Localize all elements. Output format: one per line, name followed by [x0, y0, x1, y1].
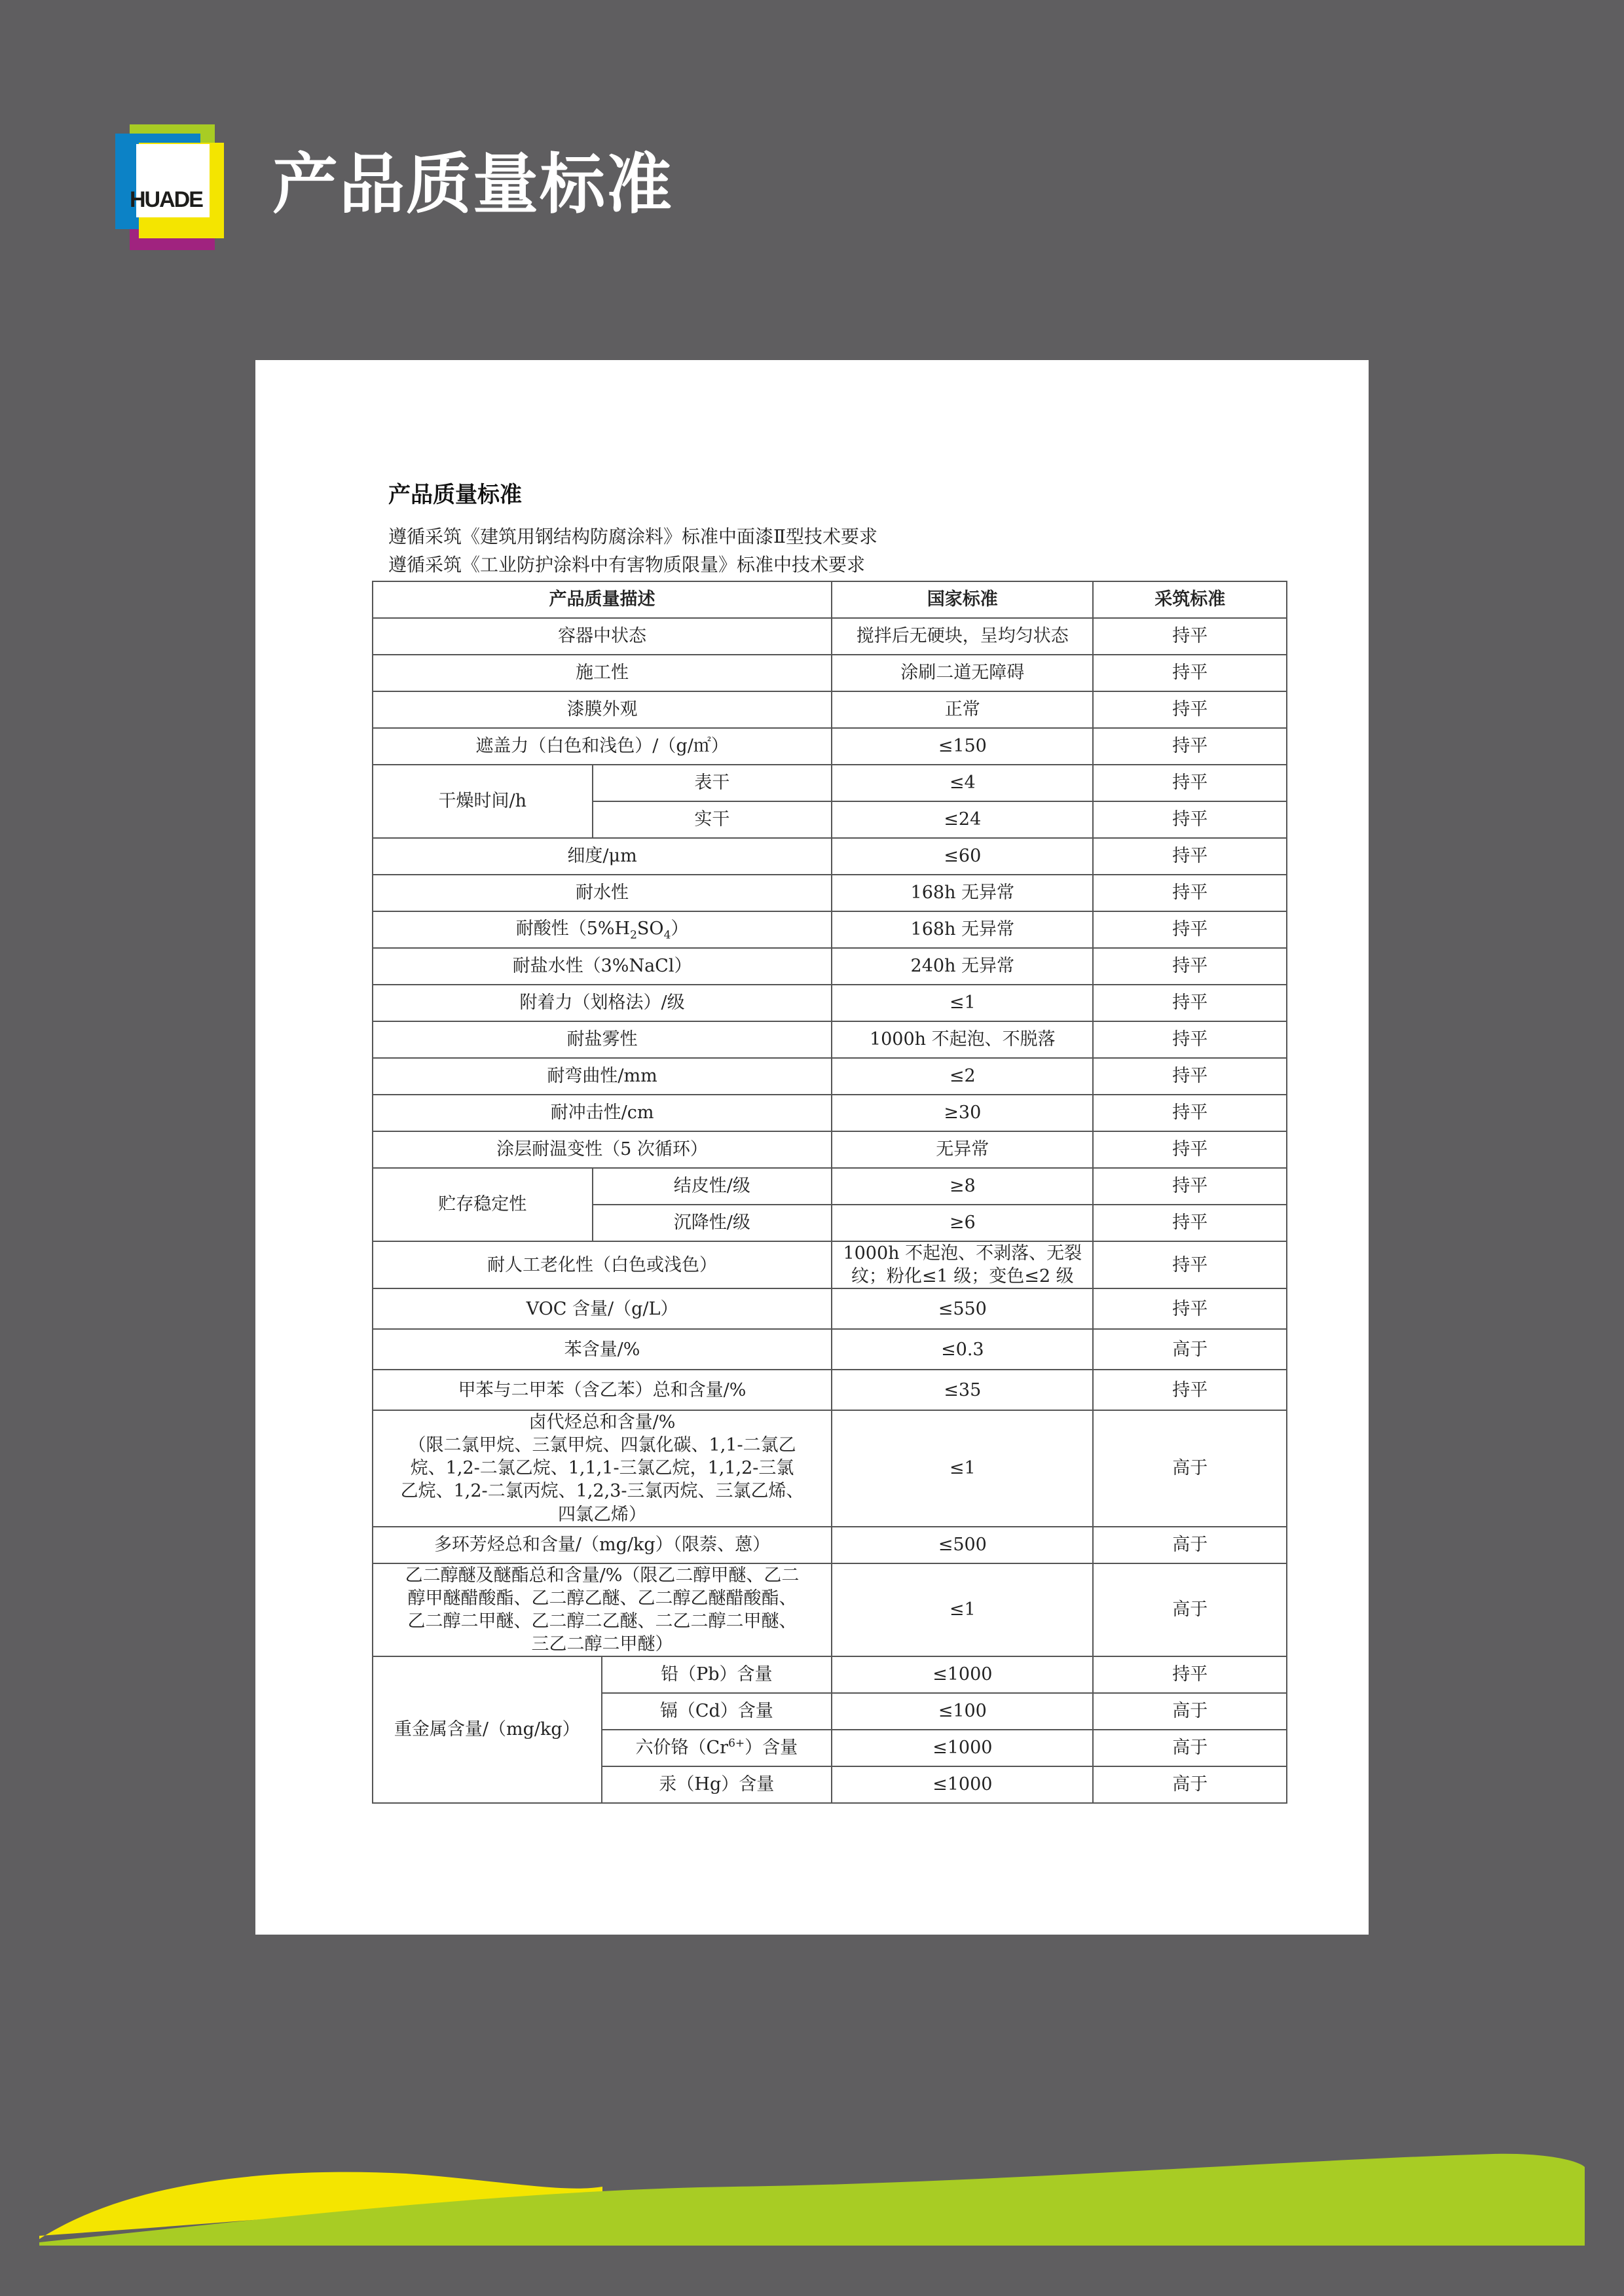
- cell-item: 耐冲击性/cm: [373, 1095, 832, 1131]
- cell-national: 无异常: [832, 1131, 1093, 1168]
- table-row: [373, 911, 1287, 948]
- cell-national: 正常: [832, 691, 1093, 728]
- cell-national: ≤1000: [832, 1730, 1093, 1766]
- cell-national: ≤4: [832, 765, 1093, 801]
- cell-subitem: 结皮性/级: [593, 1168, 832, 1205]
- cell-national: ≤1: [832, 1563, 1093, 1656]
- table-row: [373, 655, 1287, 691]
- table-row: [373, 838, 1287, 875]
- cell-national: 168h 无异常: [832, 875, 1093, 911]
- table-row: [373, 1095, 1287, 1131]
- cell-caizhu: 高于: [1093, 1766, 1287, 1803]
- cell-caizhu: 持平: [1093, 801, 1287, 838]
- cell-national: 1000h 不起泡、不剥落、无裂 纹；粉化≤1 级；变色≤2 级: [832, 1241, 1093, 1288]
- cell-national: ≤100: [832, 1693, 1093, 1730]
- cell-caizhu: 持平: [1093, 1095, 1287, 1131]
- cell-national: 168h 无异常: [832, 911, 1093, 948]
- cell-item: 耐酸性$(5\%H_2SO_4)$: [373, 911, 832, 948]
- cell-national: 240h 无异常: [832, 948, 1093, 985]
- cell-caizhu: 持平: [1093, 1370, 1287, 1410]
- cell-item: 容器中状态: [373, 618, 832, 655]
- cell-item: 涂层耐温变性（5 次循环）: [373, 1131, 832, 1168]
- table-row: [373, 1656, 1287, 1693]
- cell-caizhu: 持平: [1093, 655, 1287, 691]
- cell-national: ≤1000: [832, 1656, 1093, 1693]
- cell-caizhu: 持平: [1093, 948, 1287, 985]
- cell-caizhu: 持平: [1093, 838, 1287, 875]
- document-title: 产品质量标准: [388, 482, 522, 508]
- cell-caizhu: 持平: [1093, 911, 1287, 948]
- cell-national: 搅拌后无硬块，呈均匀状态: [832, 618, 1093, 655]
- cell-group: 贮存稳定性: [373, 1168, 593, 1241]
- cell-item: 甲苯与二甲苯（含乙苯）总和含量/%: [373, 1370, 832, 1410]
- cell-caizhu: 持平: [1093, 728, 1287, 765]
- cell-caizhu: 持平: [1093, 1058, 1287, 1095]
- cell-item: 施工性: [373, 655, 832, 691]
- cell-national: ≤1: [832, 985, 1093, 1021]
- cell-item: 耐盐水性（3%NaCl）: [373, 948, 832, 985]
- cell-caizhu: 持平: [1093, 1656, 1287, 1693]
- cell-caizhu: 持平: [1093, 1205, 1287, 1241]
- cell-item: 耐盐雾性: [373, 1021, 832, 1058]
- cell-subitem: 实干: [593, 801, 832, 838]
- cell-caizhu: 高于: [1093, 1693, 1287, 1730]
- quality-standard-table: [372, 581, 1287, 1804]
- cell-caizhu: 持平: [1093, 1021, 1287, 1058]
- cell-caizhu: 高于: [1093, 1527, 1287, 1563]
- cell-caizhu: 高于: [1093, 1329, 1287, 1370]
- table-row: [373, 875, 1287, 911]
- cell-national: ≥30: [832, 1095, 1093, 1131]
- cell-caizhu: 持平: [1093, 765, 1287, 801]
- cell-subitem: 六价铬$(Cr^{6+})$含量: [602, 1730, 832, 1766]
- cell-caizhu: 持平: [1093, 985, 1287, 1021]
- header-title: 产品质量标准: [272, 146, 673, 223]
- cell-item: 遮盖力（白色和浅色）/（g/㎡）: [373, 728, 832, 765]
- table-row: [373, 1527, 1287, 1563]
- cell-national: ≤60: [832, 838, 1093, 875]
- cell-item: 附着力（划格法）/级: [373, 985, 832, 1021]
- cell-caizhu: 高于: [1093, 1410, 1287, 1526]
- logo-text: HUADE: [130, 187, 202, 212]
- table-row: [373, 948, 1287, 985]
- standard-line-1: 遵循采筑《建筑用钢结构防腐涂料》标准中面漆Ⅱ型技术要求: [388, 526, 878, 547]
- cell-national: ≤1000: [832, 1766, 1093, 1803]
- cell-caizhu: 高于: [1093, 1563, 1287, 1656]
- table-row: [373, 1058, 1287, 1095]
- cell-caizhu: 持平: [1093, 875, 1287, 911]
- cell-subitem: 铅（Pb）含量: [602, 1656, 832, 1693]
- cell-national: ≥6: [832, 1205, 1093, 1241]
- header-caizhu: 采筑标准: [1093, 581, 1287, 618]
- cell-subitem: 沉降性/级: [593, 1205, 832, 1241]
- cell-national: 1000h 不起泡、不脱落: [832, 1021, 1093, 1058]
- table-row: [373, 1370, 1287, 1410]
- cell-item: VOC 含量/（g/L）: [373, 1288, 832, 1329]
- cell-item: 卤代烃总和含量/% （限二氯甲烷、三氯甲烷、四氯化碳、1,1-二氯乙 烷、1,2-二氯乙烷、1,1,1-三氯乙烷，1,1,2-三氯 乙烷、1,2-二氯丙烷、1,2,3-三氯丙烷、三氯乙烯、 四氯乙烯）: [373, 1410, 832, 1526]
- cell-caizhu: 持平: [1093, 618, 1287, 655]
- cell-item: 耐人工老化性（白色或浅色）: [373, 1241, 832, 1288]
- table-row: [373, 1168, 1287, 1205]
- header-description: 产品质量描述: [373, 581, 832, 618]
- table-row: [373, 691, 1287, 728]
- document-sheet: [255, 360, 1369, 1935]
- table-row: [373, 1131, 1287, 1168]
- table-row: [373, 1021, 1287, 1058]
- cell-national: ≤150: [832, 728, 1093, 765]
- cell-item: 苯含量/%: [373, 1329, 832, 1370]
- cell-national: ≤24: [832, 801, 1093, 838]
- cell-national: ≤1: [832, 1410, 1093, 1526]
- table-row: [373, 765, 1287, 801]
- cell-national: ≤0.3: [832, 1329, 1093, 1370]
- cell-caizhu: 持平: [1093, 1288, 1287, 1329]
- cell-national: ≤35: [832, 1370, 1093, 1410]
- cell-national: ≥8: [832, 1168, 1093, 1205]
- cell-caizhu: 持平: [1093, 691, 1287, 728]
- header-national: 国家标准: [832, 581, 1093, 618]
- table-row: [373, 1288, 1287, 1329]
- table-row: [373, 618, 1287, 655]
- cell-caizhu: 持平: [1093, 1131, 1287, 1168]
- table-row: [373, 1563, 1287, 1656]
- decorative-waves: [0, 2121, 1624, 2296]
- cell-subitem: 镉（Cd）含量: [602, 1693, 832, 1730]
- table-row: [373, 1241, 1287, 1288]
- cell-item: 乙二醇醚及醚酯总和含量/%（限乙二醇甲醚、乙二 醇甲醚醋酸酯、乙二醇乙醚、乙二醇乙醚醋酸酯、 乙二醇二甲醚、乙二醇二乙醚、二乙二醇二甲醚、 三乙二醇二甲醚）: [373, 1563, 832, 1656]
- cell-item: 细度/μm: [373, 838, 832, 875]
- cell-item: 漆膜外观: [373, 691, 832, 728]
- cell-subitem: 汞（Hg）含量: [602, 1766, 832, 1803]
- brand-logo: [115, 124, 233, 249]
- cell-national: ≤500: [832, 1527, 1093, 1563]
- cell-caizhu: 持平: [1093, 1168, 1287, 1205]
- cell-caizhu: 持平: [1093, 1241, 1287, 1288]
- cell-item: 耐弯曲性/mm: [373, 1058, 832, 1095]
- cell-subitem: 表干: [593, 765, 832, 801]
- table-row: [373, 1410, 1287, 1526]
- standard-line-2: 遵循采筑《工业防护涂料中有害物质限量》标准中技术要求: [388, 554, 866, 575]
- cell-caizhu: 高于: [1093, 1730, 1287, 1766]
- cell-national: 涂刷二道无障碍: [832, 655, 1093, 691]
- table-row: [373, 728, 1287, 765]
- cell-item: 多环芳烃总和含量/（mg/kg）（限萘、蒽）: [373, 1527, 832, 1563]
- cell-national: ≤550: [832, 1288, 1093, 1329]
- cell-group: 干燥时间/h: [373, 765, 593, 838]
- cell-group: 重金属含量/（mg/kg）: [373, 1656, 602, 1803]
- table-row: [373, 985, 1287, 1021]
- cell-national: ≤2: [832, 1058, 1093, 1095]
- table-row: [373, 1329, 1287, 1370]
- table-header-row: [373, 581, 1287, 618]
- cell-item: 耐水性: [373, 875, 832, 911]
